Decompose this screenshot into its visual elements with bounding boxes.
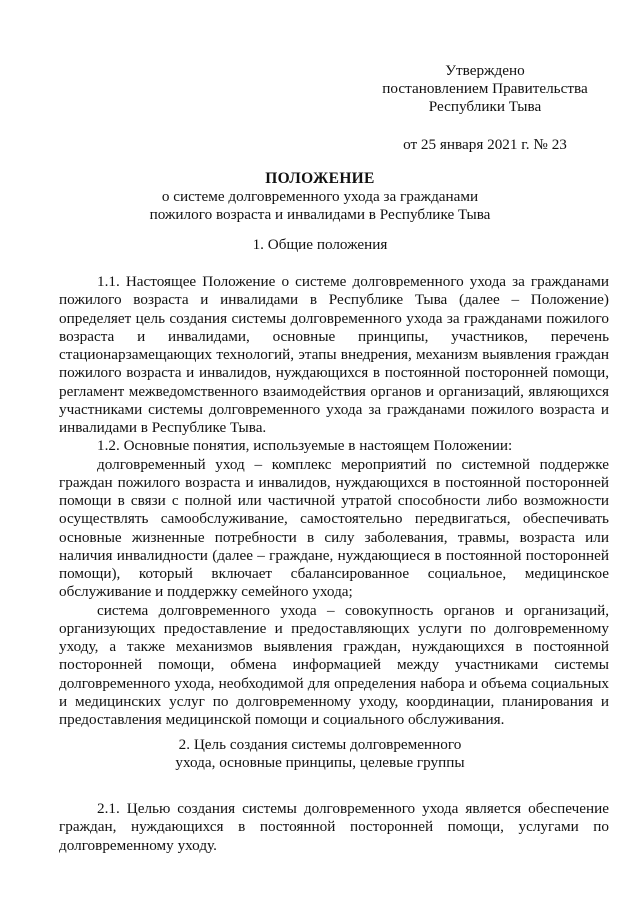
title-line-1: о системе долговременного ухода за гражданами	[161, 188, 479, 205]
paragraph-definition-long-term-care: долговременный уход – комплекс мероприятий по системной поддержке граждан пожилого возраста и инвалидов, нуждающихся в постоянной посторонней помощи в связи с полной или частичной утратой способности либо возможности осуществлять самообслуживание, самостоятельно передвигаться, обеспечивать основные жизненные потребности в силу заболевания, травмы, возраста или наличия инвалидности (далее – граждане, нуждающиеся в постоянной посторонней помощи), который включает сбалансированное социальное, медицинское обслуживание и поддержку семейного ухода;	[59, 455, 609, 601]
paragraph-definition-care-system: система долговременного ухода – совокупность органов и организаций, организующих предоставление и предоставляющих услуги по долговременному уходу, а также механизмов выявления граждан, нуждающихся в постоянной посторонней помощи, обмена информацией между участниками системы долговременного ухода, необходимой для определения набора и объема социальных и медицинских услуг по долговременному уходу, координации, планирования и предоставления медицинской помощи и социального обслуживания.	[59, 601, 609, 728]
paragraph-1-1: 1.1. Настоящее Положение о системе долговременного ухода за гражданами пожилого возраста и инвалидами в Республике Тыва (далее – Положение) определяет цель создания системы долговременного ухода за гражданами пожилого возраста и инвалидами, основные принципы, участников, перечень стационарзамещающих технологий, этапы внедрения, механизм выявления граждан пожилого возраста и инвалидов, нуждающихся в постоянной посторонней помощи, регламент межведомственного взаимодействия органов и организаций, являющихся участниками системы долговременного ухода за гражданами пожилого возраста и инвалидами в Республике Тыва.	[59, 273, 609, 436]
approval-line-3: Республики Тыва	[428, 98, 542, 115]
approval-line-1: Утверждено	[445, 62, 525, 79]
section-2-heading-line-1: 2. Цель создания системы долговременного	[178, 736, 462, 753]
section-1-body	[59, 273, 609, 729]
section-2-heading	[100, 736, 540, 772]
approval-stamp	[360, 62, 610, 154]
paragraph-2-1: 2.1. Целью создания системы долговременного ухода является обеспечение граждан, нуждающихся в постоянной посторонней помощи, услугами по долговременному уходу.	[59, 800, 609, 854]
approval-date: от 25 января 2021 г. № 23	[403, 136, 567, 153]
document-title	[100, 170, 540, 224]
section-2-body	[59, 800, 609, 855]
paragraph-1-2: 1.2. Основные понятия, используемые в настоящем Положении:	[97, 437, 513, 455]
section-2-heading-line-2: ухода, основные принципы, целевые группы	[175, 754, 465, 771]
title-line-2: пожилого возраста и инвалидами в Республике Тыва	[149, 206, 491, 223]
title-main: ПОЛОЖЕНИЕ	[265, 170, 375, 187]
approval-line-2: постановлением Правительства	[382, 80, 588, 97]
section-1-heading: 1. Общие положения	[252, 236, 388, 253]
